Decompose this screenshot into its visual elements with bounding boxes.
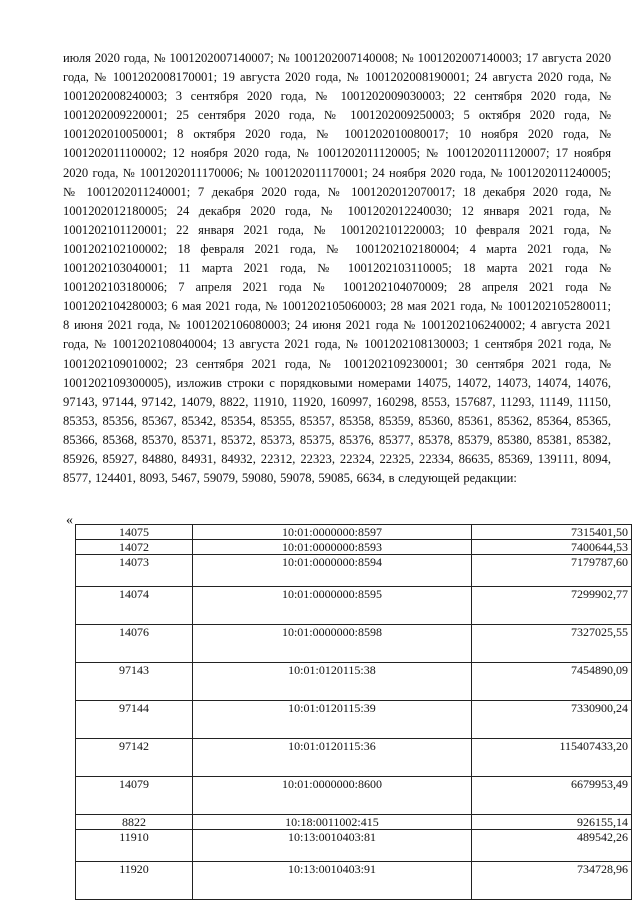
table-row <box>76 862 632 900</box>
cadastral-value-cell: 7330900,24 <box>471 701 631 739</box>
row-number-cell: 14074 <box>76 587 193 625</box>
row-number-cell: 8822 <box>76 815 193 830</box>
cadastral-number-cell: 10:01:0120115:38 <box>192 663 471 701</box>
cadastral-number-cell: 10:01:0000000:8593 <box>192 540 471 555</box>
row-number-cell: 97144 <box>76 701 193 739</box>
table-row <box>76 777 632 815</box>
table-row <box>76 701 632 739</box>
table-row <box>76 540 632 555</box>
cadastral-value-cell: 734728,96 <box>471 862 631 900</box>
row-number-cell: 14072 <box>76 540 193 555</box>
cadastral-value-cell: 7179787,60 <box>471 555 631 587</box>
cadastral-value-cell: 7327025,55 <box>471 625 631 663</box>
row-number-cell: 11920 <box>76 862 193 900</box>
cadastral-value-table <box>75 524 632 900</box>
cadastral-number-cell: 10:01:0120115:36 <box>192 739 471 777</box>
cadastral-number-cell: 10:01:0000000:8598 <box>192 625 471 663</box>
row-number-cell: 97142 <box>76 739 193 777</box>
opening-quote-mark: « <box>66 513 73 528</box>
cadastral-number-cell: 10:01:0000000:8600 <box>192 777 471 815</box>
row-number-cell: 14076 <box>76 625 193 663</box>
row-number-cell: 14079 <box>76 777 193 815</box>
cadastral-value-cell: 7400644,53 <box>471 540 631 555</box>
cadastral-number-cell: 10:01:0000000:8594 <box>192 555 471 587</box>
body-paragraph: июля 2020 года, № 1001202007140007; № 1001202007140008; № 1001202007140003; 17 августа 2020 года, № 1001202008170001; 19 августа 2020 года, № 1001202008190001; 24 августа 2020 года, № 1001202008240003; 3 сентября 2020 года, № 1001202009030003; 22 сентября 2020 года, № 1001202009220001; 25 сентября 2020 года, № 1001202009250003; 5 октября 2020 года, № 1001202010050001; 8 октября 2020 года, № 1001202010080017; 10 ноября 2020 года, № 1001202011100002; 12 ноября 2020 года, № 1001202011120005; № 1001202011120007; 17 ноября 2020 года, № 1001202011170006; № 1001202011170001; 24 ноября 2020 года, № 1001202011240005; № 1001202011240001; 7 декабря 2020 года, № 1001202012070017; 18 декабря 2020 года, № 1001202012180005; 24 декабря 2020 года, № 1001202012240030; 12 января 2021 года, № 1001202101120001; 22 января 2021 года, № 1001202101220003; 10 февраля 2021 года, № 1001202102100002; 18 февраля 2021 года, № 1001202102180004; 4 марта 2021 года, № 1001202103040001; 11 марта 2021 года, № 1001202103110005; 18 марта 2021 года № 1001202103180006; 7 апреля 2021 года № 1001202104070009; 28 апреля 2021 года № 1001202104280003; 6 мая 2021 года, № 1001202105060003; 28 мая 2021 года, № 1001202105280011; 8 июня 2021 года, № 1001202106080003; 24 июня 2021 года № 1001202106240002; 4 августа 2021 года, № 1001202108040004; 13 августа 2021 года, № 1001202108130003; 1 сентября 2021 года, № 1001202109010002; 23 сентября 2021 года, № 1001202109230001; 30 сентября 2021 года, № 1001202109300005), изложив строки с порядковыми номерами 14075, 14072, 14073, 14074, 14076, 97143, 97144, 97142, 14079, 8822, 11910, 11920, 160997, 160298, 8553, 157687, 11293, 11149, 11150, 85353, 85356, 85367, 85342, 85354, 85355, 85357, 85358, 85359, 85360, 85361, 85362, 85364, 85365, 85366, 85368, 85370, 85371, 85372, 85373, 85375, 85376, 85377, 85378, 85379, 85380, 85381, 85382, 85926, 85927, 84880, 84931, 84932, 22312, 22323, 22324, 22325, 22334, 86635, 85369, 139111, 8094, 8577, 124401, 8093, 5467, 59079, 59080, 59078, 59085, 6634, в следующей редакции: <box>63 51 611 486</box>
row-number-cell: 14075 <box>76 525 193 540</box>
cadastral-number-cell: 10:01:0000000:8597 <box>192 525 471 540</box>
cadastral-number-cell: 10:01:0000000:8595 <box>192 587 471 625</box>
cadastral-value-cell: 7299902,77 <box>471 587 631 625</box>
cadastral-number-cell: 10:13:0010403:91 <box>192 862 471 900</box>
cadastral-number-cell: 10:18:0011002:415 <box>192 815 471 830</box>
table-row <box>76 830 632 862</box>
cadastral-value-cell: 6679953,49 <box>471 777 631 815</box>
table-row <box>76 739 632 777</box>
table-row <box>76 587 632 625</box>
cadastral-value-cell: 7454890,09 <box>471 663 631 701</box>
table-row <box>76 815 632 830</box>
cadastral-number-cell: 10:13:0010403:81 <box>192 830 471 862</box>
row-number-cell: 11910 <box>76 830 193 862</box>
cadastral-value-cell: 926155,14 <box>471 815 631 830</box>
table-row <box>76 663 632 701</box>
cadastral-value-cell: 7315401,50 <box>471 525 631 540</box>
row-number-cell: 97143 <box>76 663 193 701</box>
cadastral-value-cell: 115407433,20 <box>471 739 631 777</box>
table-row <box>76 555 632 587</box>
table-row <box>76 525 632 540</box>
cadastral-number-cell: 10:01:0120115:39 <box>192 701 471 739</box>
row-number-cell: 14073 <box>76 555 193 587</box>
table-row <box>76 625 632 663</box>
cadastral-value-cell: 489542,26 <box>471 830 631 862</box>
